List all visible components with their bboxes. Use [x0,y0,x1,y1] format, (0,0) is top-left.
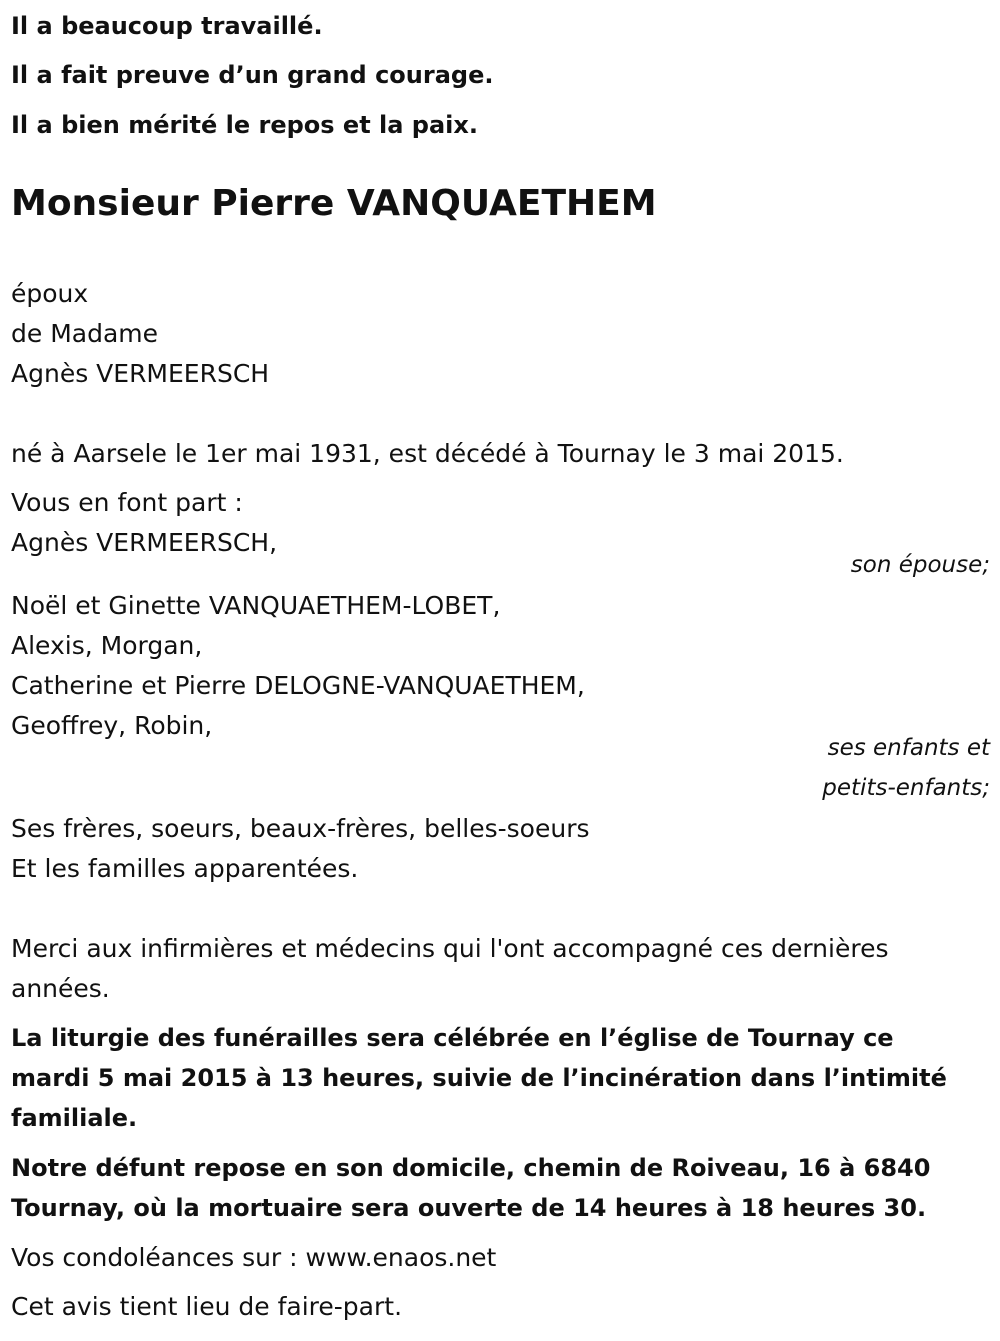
spouse-line-1: époux [11,279,89,308]
deceased-name: Monsieur Pierre VANQUAETHEM [11,183,657,224]
child-line-1: Noël et Ginette VANQUAETHEM-LOBET, [11,591,501,620]
intro-line-1: Il a beaucoup travaillé. [11,12,323,40]
thanks-line-1: Merci aux infirmières et médecins qui l'ont accompagné ces dernières [11,934,889,963]
repose-line-2: Tournay, où la mortuaire sera ouverte de 14 heures à 18 heures 30. [11,1194,927,1222]
thanks-line-2: années. [11,974,110,1003]
children-role-line-2: petits-enfants; [822,775,990,801]
children-role-line-1: ses enfants et [827,735,990,761]
spouse-line-2: de Madame [11,319,159,348]
funeral-line-3: familiale. [11,1104,138,1132]
intro-line-2: Il a fait preuve d’un grand courage. [11,61,494,89]
child-line-4: Geoffrey, Robin, [11,711,213,740]
relatives-line-1: Ses frères, soeurs, beaux-frères, belles-soeurs [11,814,590,843]
intro-line-3: Il a bien mérité le repos et la paix. [11,111,479,139]
repose-line-1: Notre défunt repose en son domicile, chemin de Roiveau, 16 à 6840 [11,1154,931,1182]
wife-name: Agnès VERMEERSCH, [11,528,278,557]
wife-role: son épouse; [850,552,990,578]
relatives-line-2: Et les familles apparentées. [11,854,359,883]
funeral-line-1: La liturgie des funérailles sera célébrée en l’église de Tournay ce [11,1024,894,1052]
child-line-2: Alexis, Morgan, [11,631,203,660]
funeral-line-2: mardi 5 mai 2015 à 13 heures, suivie de l’incinération dans l’intimité [11,1064,947,1092]
announce-label: Vous en font part : [11,488,243,517]
condolences-line: Vos condoléances sur : www.enaos.net [11,1243,497,1272]
notice-line: Cet avis tient lieu de faire-part. [11,1292,403,1321]
child-line-3: Catherine et Pierre DELOGNE-VANQUAETHEM, [11,671,585,700]
spouse-line-3: Agnès VERMEERSCH [11,359,270,388]
birth-death-line: né à Aarsele le 1er mai 1931, est décédé à Tournay le 3 mai 2015. [11,439,844,468]
